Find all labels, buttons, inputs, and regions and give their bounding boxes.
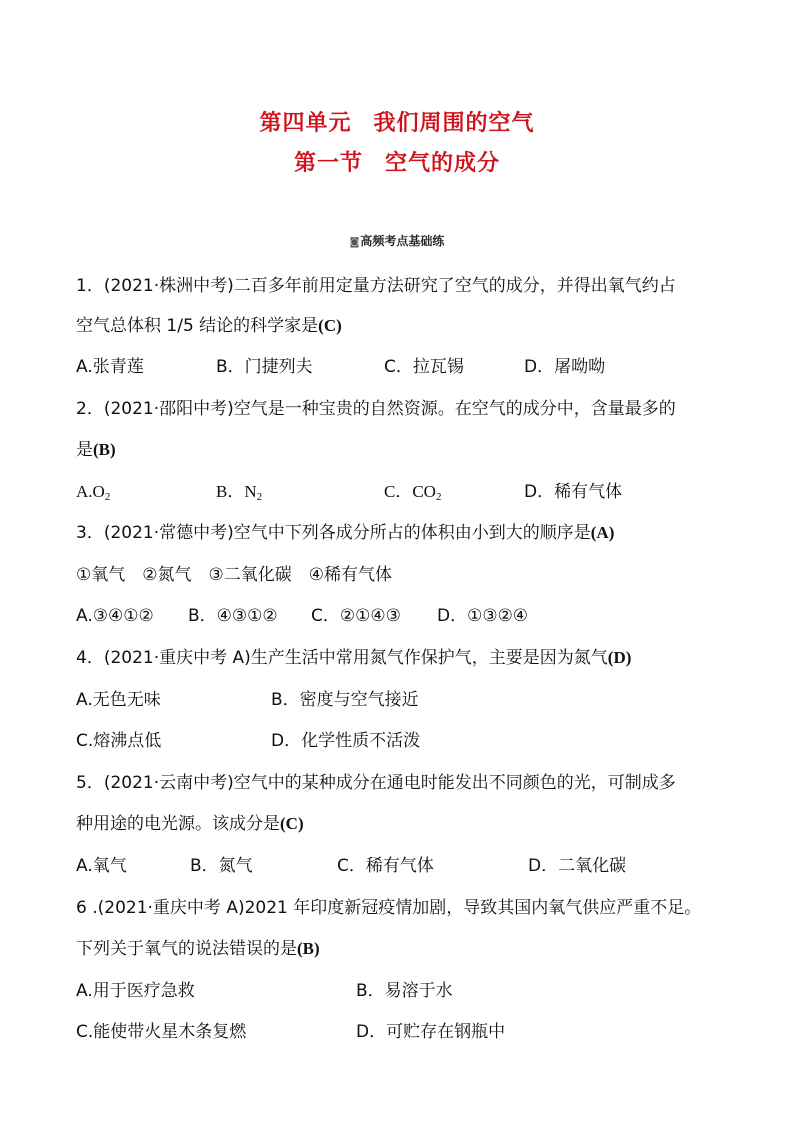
section-heading [0, 232, 794, 249]
question-5-line-1: 5．(2021·云南中考)空气中的某种成分在通电时能发出不同颜色的光，可制成多 [76, 773, 676, 793]
question-2-option-c-text: C．CO [384, 482, 436, 501]
question-1-line-2 [76, 315, 342, 337]
question-3-stem: 3．(2021·常德中考)空气中下列各成分所占的体积由小到大的顺序是 [76, 523, 591, 543]
question-3-option-c: C．②①④③ [311, 606, 401, 626]
question-1-stem-end: 空气总体积 1/5 结论的科学家是 [76, 316, 319, 336]
page-title-unit [0, 106, 794, 137]
section-label: 高频考点基础练 [360, 234, 445, 248]
question-3-answer: (A) [590, 523, 615, 542]
question-5-option-a: A.氧气 [76, 856, 127, 876]
question-4-option-b: B．密度与空气接近 [271, 690, 419, 710]
question-6-line-2 [76, 938, 320, 960]
section-number: 第一节 [293, 151, 363, 176]
question-2-option-c-sub: 2 [435, 491, 442, 503]
question-4-option-c: C.熔沸点低 [76, 731, 162, 751]
page-title-section [0, 146, 794, 177]
question-6-stem-end: 下列关于氧气的说法错误的是 [76, 939, 297, 959]
question-2-option-d: D．稀有气体 [524, 482, 623, 502]
question-3-option-a: A.③④①② [76, 606, 154, 626]
question-1-option-d: D．屠呦呦 [524, 357, 606, 377]
question-2-option-b [216, 481, 262, 503]
question-6-option-c: C.能使带火星木条复燃 [76, 1022, 247, 1042]
question-3-items: ①氧气 ②氮气 ③二氧化碳 ④稀有气体 [76, 565, 392, 585]
question-1-line-1: 1．(2021·株洲中考)二百多年前用定量方法研究了空气的成分，并得出氧气约占 [76, 276, 676, 296]
question-5-line-2 [76, 813, 304, 835]
question-1-option-c: C．拉瓦锡 [384, 357, 464, 377]
question-6-option-b: B．易溶于水 [356, 981, 453, 1001]
question-1-option-b: B．门捷列夫 [216, 357, 313, 377]
question-2-option-a-text: A.O [76, 482, 105, 501]
question-4-option-d: D．化学性质不活泼 [271, 731, 421, 751]
question-4-answer: (D) [607, 648, 632, 667]
question-2-line-2 [76, 439, 116, 461]
question-2-option-c [384, 481, 441, 503]
question-5-option-c: C．稀有气体 [337, 856, 434, 876]
question-3-option-b: B．④③①② [188, 606, 278, 626]
question-4-option-a: A.无色无味 [76, 690, 161, 710]
question-2-option-b-text: B．N [216, 482, 257, 501]
question-3-option-d: D．①③②④ [437, 606, 529, 626]
question-2-stem-end: 是 [76, 440, 93, 460]
question-2-option-a-sub: 2 [104, 491, 111, 503]
section-name: 空气的成分 [385, 151, 501, 176]
question-6-option-a: A.用于医疗急救 [76, 981, 195, 1001]
unit-number: 第四单元 [259, 111, 352, 136]
question-5-option-d: D．二氧化碳 [528, 856, 627, 876]
unit-name: 我们周围的空气 [373, 111, 535, 136]
question-2-line-1: 2．(2021·邵阳中考)空气是一种宝贵的自然资源。在空气的成分中，含量最多的 [76, 399, 676, 419]
question-6-line-1: 6 .(2021·重庆中考 A)2021 年印度新冠疫情加剧，导致其国内氧气供应严重不足。 [76, 898, 702, 918]
question-2-option-b-sub: 2 [256, 491, 263, 503]
question-5-answer: (C) [280, 814, 304, 833]
question-3-line-1 [76, 522, 614, 544]
question-5-option-b: B．氮气 [190, 856, 253, 876]
question-2-option-a [76, 481, 110, 503]
question-1-answer: (C) [318, 316, 342, 335]
question-4-stem: 4．(2021·重庆中考 A)生产生活中常用氮气作保护气，主要是因为氮气 [76, 648, 608, 668]
question-4-line-1 [76, 647, 631, 669]
question-6-answer: (B) [297, 939, 320, 958]
bullet-icon: ◙ [349, 237, 360, 248]
question-5-stem-end: 种用途的电光源。该成分是 [76, 814, 280, 834]
question-6-option-d: D．可贮存在钢瓶中 [356, 1022, 506, 1042]
question-1-option-a: A.张青莲 [76, 357, 144, 377]
question-2-answer: (B) [93, 440, 116, 459]
